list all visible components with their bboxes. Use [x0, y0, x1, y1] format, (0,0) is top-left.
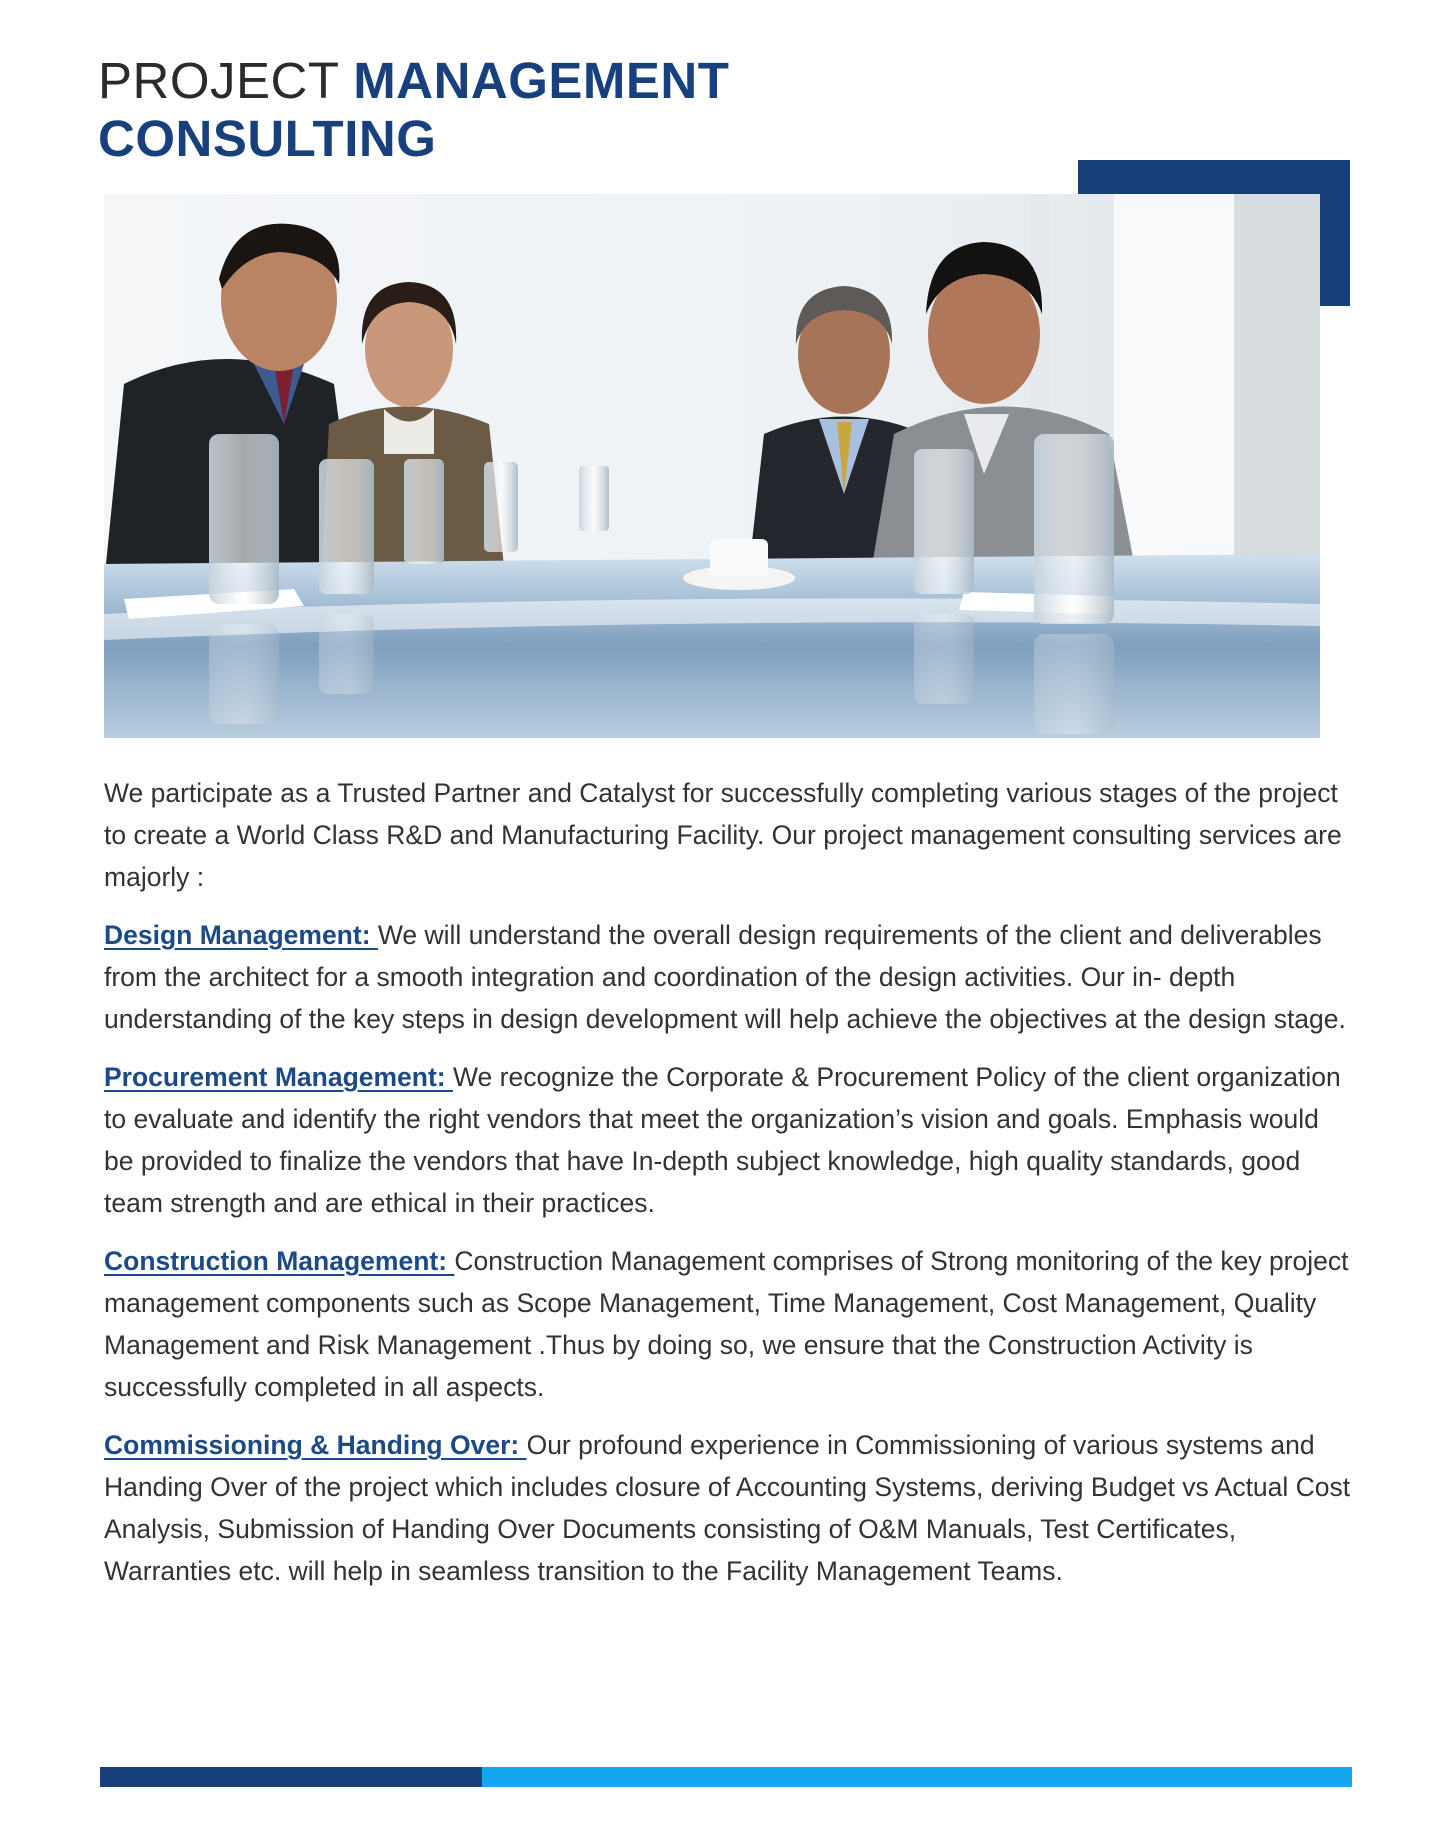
section-construction-management: [104, 1240, 1354, 1408]
section-term: Construction Management:: [104, 1246, 455, 1276]
section-term: Design Management:: [104, 920, 378, 950]
section-text: Our profound experience in Commissioning of various systems and Handing Over of the project which includes closure of Accounting Systems, deriving Budget vs Actual Cost Analysis, Submission of Handing Over Documents consisting of O&M Manuals, Test Certificates, Warranties etc. will help in seamless transition to the Facility Management Teams.: [104, 1430, 1351, 1586]
content-body: [104, 772, 1354, 1608]
title-plain: PROJECT: [98, 52, 354, 109]
page-title: [98, 52, 729, 168]
section-term: Commissioning & Handing Over:: [104, 1430, 527, 1460]
section-term: Procurement Management:: [104, 1062, 453, 1092]
section-procurement-management: [104, 1056, 1354, 1224]
section-commissioning-handing-over: [104, 1424, 1354, 1592]
title-accent-management: MANAGEMENT: [353, 52, 730, 109]
meeting-photo: [104, 194, 1320, 738]
footer-bar-dark: [100, 1767, 482, 1787]
section-design-management: [104, 914, 1354, 1040]
footer-bar-light: [482, 1767, 1352, 1787]
intro-paragraph: We participate as a Trusted Partner and Catalyst for successfully completing various stages of the project to create a World Class R&D and Manufacturing Facility. Our project management consulting services are majorly :: [104, 778, 1342, 892]
section-text: We will understand the overall design requirements of the client and deliverables from the architect for a smooth integration and coordination of the design activities. Our in- depth understanding of the key steps in design development will help achieve the objectives at the design stage.: [104, 920, 1346, 1034]
section-text: We recognize the Corporate & Procurement Policy of the client organization to evaluate and identify the right vendors that meet the organization’s vision and goals. Emphasis would be provided to finalize the vendors that have In-depth subject knowledge, high quality standards, good team strength and are ethical in their practices.: [104, 1062, 1341, 1218]
section-text: Construction Management comprises of Strong monitoring of the key project management components such as Scope Management, Time Management, Cost Management, Quality Management and Risk Management .Thus by doing so, we ensure that the Construction Activity is successfully completed in all aspects.: [104, 1246, 1349, 1402]
meeting-illustration: [104, 194, 1320, 738]
title-accent-consulting: CONSULTING: [98, 110, 437, 167]
